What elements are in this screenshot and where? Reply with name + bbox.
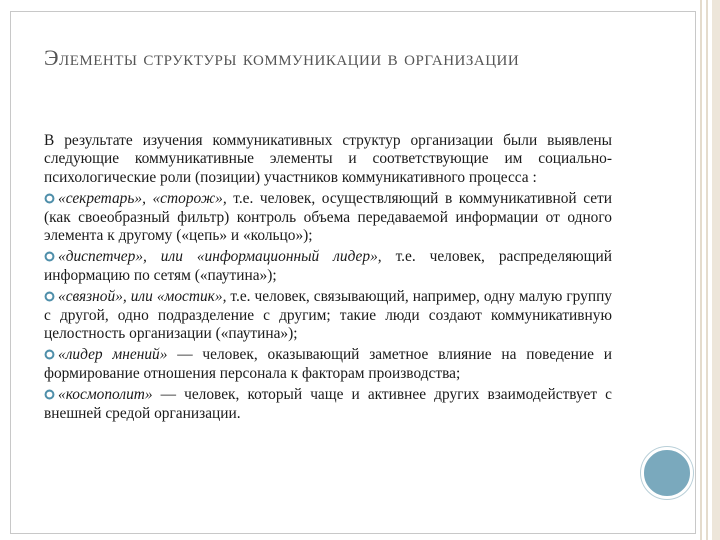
frame-top-line bbox=[10, 11, 696, 12]
intro-paragraph: В результате изучения коммуникативных структур организации были выявлены следующие коммуникативные элементы и соответствующие им социально-психологические роли (позиции) участников коммуникативного процесса : bbox=[44, 132, 612, 186]
list-item bbox=[44, 386, 612, 423]
list-item bbox=[44, 288, 612, 343]
decorative-circle bbox=[641, 447, 693, 499]
circle-bullet-icon bbox=[44, 251, 55, 262]
list-item bbox=[44, 346, 612, 383]
role-description: т.е. человек, осуществляющий в коммуникативной сети (как своеобразный фильтр) контроль объема передаваемой информации от одного элемента к другому («цепь» и «кольцо»); bbox=[44, 190, 613, 245]
decor-stripe bbox=[706, 0, 708, 540]
role-term: «секретарь», «сторож», bbox=[58, 190, 227, 208]
frame-bottom-line bbox=[10, 533, 696, 534]
circle-bullet-icon bbox=[44, 291, 55, 302]
role-term: «связной», или «мостик», bbox=[58, 288, 227, 306]
role-description: т.е. человек, связывающий, например, одну малую группу с другой, одно подразделение с другим; такие люди создают коммуникативную целостность организации («паутина»); bbox=[44, 288, 612, 343]
slide-body bbox=[44, 132, 612, 426]
slide-title: Элементы структуры коммуникации в организации bbox=[44, 45, 520, 70]
decor-stripe bbox=[712, 0, 720, 540]
circle-bullet-icon bbox=[44, 193, 55, 204]
list-item bbox=[44, 248, 612, 285]
frame-right-line bbox=[695, 11, 696, 533]
circle-bullet-icon bbox=[44, 349, 55, 360]
role-description: т.е. человек, распределяющий информацию по сетям («паутина»); bbox=[44, 248, 612, 284]
role-term: «диспетчер», или «информационный лидер», bbox=[58, 248, 382, 266]
role-description: — человек, оказывающий заметное влияние на поведение и формирование отношения персонала к факторам производства; bbox=[44, 346, 612, 382]
decor-stripe bbox=[700, 0, 702, 540]
role-term: «космополит» bbox=[58, 386, 153, 404]
role-description: — человек, который чаще и активнее других взаимодействует с внешней средой организации. bbox=[44, 386, 612, 422]
list-item bbox=[44, 190, 612, 245]
circle-bullet-icon bbox=[44, 389, 55, 400]
frame-left-line bbox=[10, 11, 11, 533]
role-term: «лидер мнений» bbox=[58, 346, 168, 364]
